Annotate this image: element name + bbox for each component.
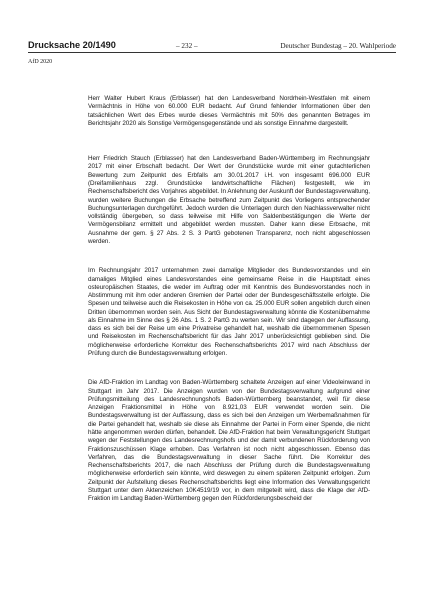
document-number: Drucksache 20/1490 <box>28 40 116 50</box>
document-body <box>88 95 370 519</box>
page-header <box>28 40 396 53</box>
paragraph-videoleinwand: Die AfD-Fraktion im Landtag von Baden-Württemberg schaltete Anzeigen auf einer Videoleinwand in Stuttgart im Jahr 2017. Die Anzeigen wurden von der Bundestagsverwaltung aufgrund einer Prüfungsmitteilung des Landesrechnungshofs Baden-Württemberg beanstandet, weil für diese Anzeigen Fraktionsmittel in Höhe von 8.921,03 EUR verwendet worden sein. Die Bundestagsverwaltung ist der Auffassung, dass es sich bei den Anzeigen um Werbemaßnahmen für die Partei gehandelt hat, weshalb sie diese als Einnahme der Partei in Form einer Spende, die nicht hätte angenommen werden dürfen, behandelt. Die AfD-Fraktion hat beim Verwaltungsgericht Stuttgart wegen der Feststellungen des Landesrechnungshofs und der damit verbundenen Rückforderung von Fraktionszuschüssen Klage erhoben. Das Verfahren ist noch nicht abgeschlossen. Ebenso das Verfahren, das die Bundestagsverwaltung in dieser Sache führt. Die Korrektur des Rechenschaftsberichts 2017, die nach Abschluss der Prüfung durch die Bundestagsverwaltung möglicherweise erforderlich sein könnte, wird deswegen zu einem späteren Zeitpunkt erfolgen. Zum Zeitpunkt der Aufstellung dieses Rechenschaftsberichts liegt eine Information des Verwaltungsgericht Stuttgart unter dem Aktenzeichen 10K4519/19 vor, in dem mitgeteilt wird, dass die Klage der AfD-Fraktion im Landtag Baden-Württemberg gegen den Rückforderungsbescheid der <box>88 379 370 503</box>
paragraph-stauch: Herr Friedrich Stauch (Erblasser) hat den Landesverband Baden-Württemberg im Rechnungsjahr 2017 mit einer Erbschaft bedacht. Der Wert der Grundstücke wurde mit einer gutachterlichen Bewertung zum Zeitpunkt des Erbfalls am 30.01.2017 i.H. von insgesamt 696.000 EUR (Dreifamilienhaus zzgl. Grundstücke landwirtschaftliche Flächen) festgestellt, wie im Rechenschaftsbericht des Vorjahres abgebildet. In Anlehnung der Auskunft der Bundestagsverwaltung, wurden weitere Buchungen die Erbsache betreffend zum Zeitpunkt des Vorliegens entsprechender Buchungsunterlagen durchgeführt. Jedoch wurden die Unterlagen durch den Nachlassverwalter nicht vollständig übergeben, so dass teilweise mit Hilfe von Saldenbestätigungen die Werte der Vermögensbilanz ermittelt und abgebildet werden mussten. Daher kann diese Erbsache, mit Ausnahme der gem. § 27 Abs. 2 S. 3 PartG gebotenen Transparenz, noch nicht abgeschlossen werden. <box>88 155 370 245</box>
paragraph-kraus: Herr Walter Hubert Kraus (Erblasser) hat den Landesverband Nordrhein-Westfalen mit einem Vermächtnis in Höhe von 60.000 EUR bedacht. Auf Grund fehlender Informationen über den tatsächlichen Wert des Erbes wurde dieses Vermächtnis mit 50% des genannten Betrages im Berichtsjahr 2020 als Sonstige Vermögensgegenstände und als sonstige Einnahme dargestellt. <box>88 95 370 127</box>
section-label: AfD 2020 <box>28 59 53 65</box>
page-number: – 232 – <box>176 42 198 50</box>
publisher-label: Deutscher Bundestag – 20. Wahlperiode <box>280 42 396 50</box>
paragraph-reise-2017: Im Rechnungsjahr 2017 unternahmen zwei damalige Mitglieder des Bundesvorstandes und ein damaliges Mitglied eines Landesvorstandes eine gemeinsame Reise in die Hauptstadt eines osteuropäischen Staates, die weder im Auftrag oder mit Kenntnis des Bundesvorstandes noch in Abstimmung mit ihm oder anderen Gremien der Partei oder der Bundesgeschäftsstelle erfolgte. Die Spesen und teilweise auch die Reisekosten in Höhe von ca. 25.000 EUR sollen angeblich durch einen Dritten übernommen worden sein. Aus Sicht der Bundestagsverwaltung könnte die Kostenübernahme als Einnahme im Sinne des § 26 Abs. 1 S. 2 PartG zu werten sein. Wir sind dagegen der Auffassung, dass es sich bei der Reise um eine Privatreise gehandelt hat, weshalb die übernommenen Spesen und Reisekosten im Rechenschaftsbericht für das Jahr 2017 unberücksichtigt geblieben sind. Die möglicherweise erforderliche Korrektur des Rechenschaftsberichts 2017 wird nach Abschluss der Prüfung durch die Bundestagsverwaltung erfolgen. <box>88 267 370 358</box>
